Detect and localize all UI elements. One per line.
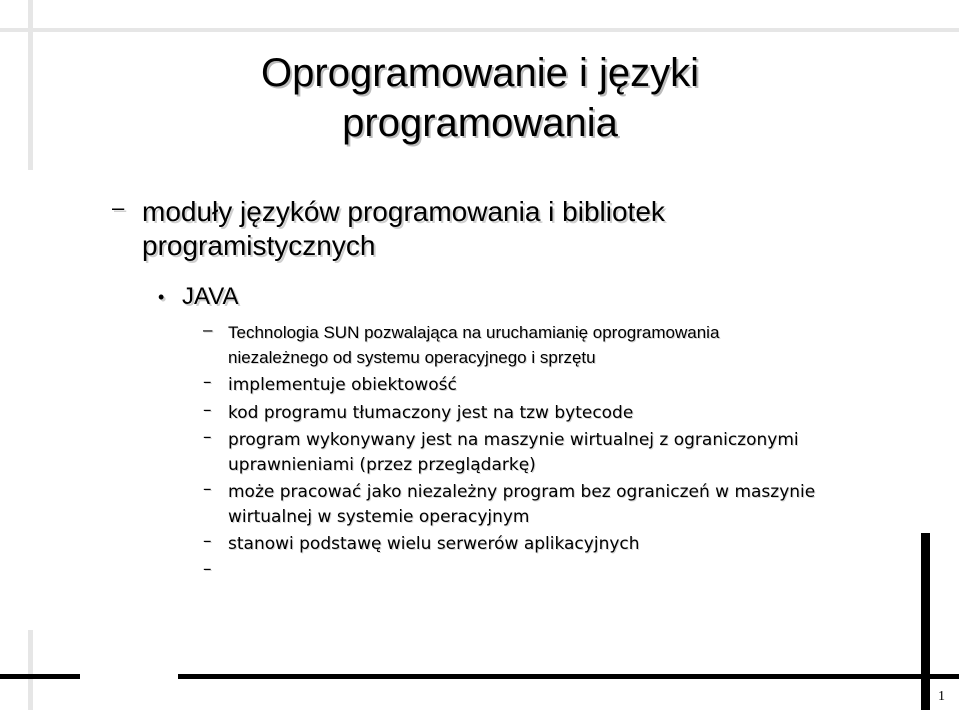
list-item-empty <box>200 560 890 585</box>
slide-title-line-2: programowania <box>342 101 618 145</box>
list-item-line-1: implementuje obiektowość <box>228 375 457 395</box>
dash-bullet: – <box>203 320 213 339</box>
list-item <box>200 373 890 398</box>
list-item <box>200 480 890 529</box>
level1-text-line-1: moduły języków programowania i bibliotek <box>142 196 665 227</box>
list-item-line-1: stanowi podstawę wielu serwerów aplikacyjnych <box>228 534 640 554</box>
list-item-line-1: Technologia SUN pozwalająca na uruchamianię oprogramowania <box>228 323 720 342</box>
slide-title-line-1: Oprogramowanie i języki <box>261 51 699 95</box>
frame-top-left-vertical <box>28 0 33 170</box>
level1-item <box>112 195 872 263</box>
level1-text-line-2: programistycznych <box>142 230 376 261</box>
list-item <box>200 532 890 557</box>
list-item <box>200 321 890 370</box>
frame-bottom-line-left <box>0 674 80 679</box>
frame-right-vertical <box>921 533 930 710</box>
dash-bullet: – <box>203 479 212 499</box>
level1-dash-bullet: – <box>112 195 125 220</box>
list-item-line-2: niezależnego od systemu operacyjnego i sprzętu <box>228 347 596 367</box>
list-item-line-1: kod programu tłumaczony jest na tzw bytecode <box>228 402 634 423</box>
list-item <box>200 428 890 477</box>
dash-bullet: – <box>203 372 212 392</box>
list-item-line-1: może pracować jako niezależny program bez ograniczeń w maszynie <box>228 482 816 502</box>
dash-bullet: – <box>203 427 212 447</box>
frame-left-vertical-bottom <box>28 630 33 710</box>
level2-dot-bullet: • <box>158 287 165 307</box>
slide-title <box>140 48 820 148</box>
frame-bottom-line-right <box>178 674 959 679</box>
list-item-line-1 <box>228 560 890 585</box>
list-item-line-2: wirtualnej w systemie operacyjnym <box>228 506 530 527</box>
list-item-line-1: program wykonywany jest na maszynie wirtualnej z ograniczonymi <box>228 430 799 450</box>
dash-bullet: – <box>203 558 212 579</box>
level3-list <box>200 321 890 587</box>
dash-bullet: – <box>203 399 212 420</box>
page-number: 1 <box>938 689 945 704</box>
frame-top-line <box>0 28 959 32</box>
dash-bullet: – <box>203 531 212 551</box>
level2-item <box>158 282 238 312</box>
level2-text: JAVA <box>182 283 239 310</box>
list-item <box>200 401 890 426</box>
list-item-line-2: uprawnieniami (przez przeglądarkę) <box>228 454 536 475</box>
